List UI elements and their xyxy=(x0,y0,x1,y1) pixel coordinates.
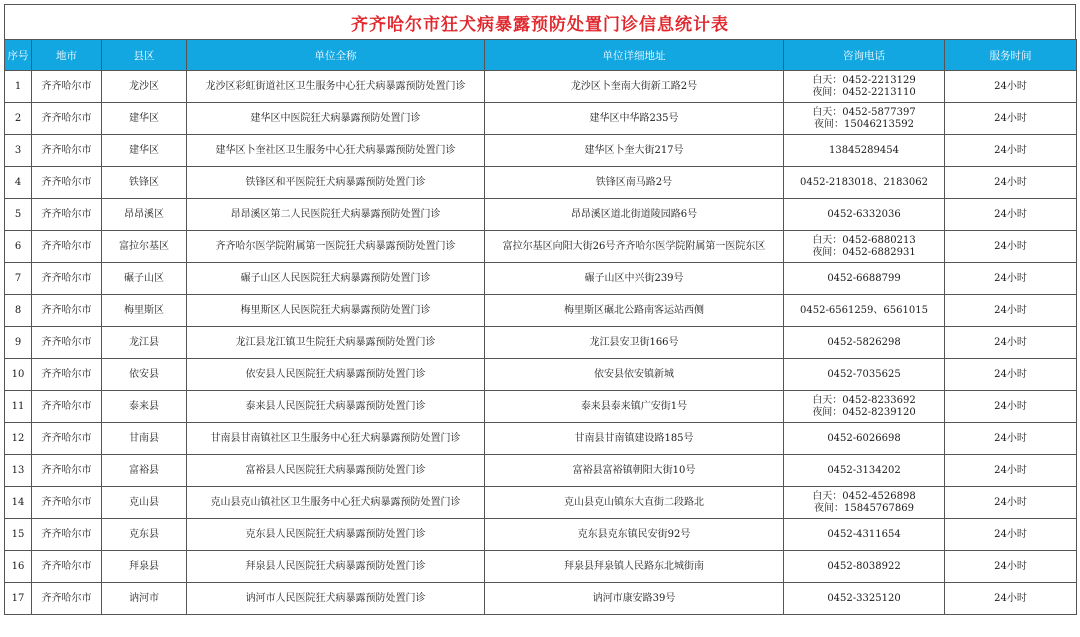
cell-phone xyxy=(784,231,945,263)
cell-service-hours: 24小时 xyxy=(945,167,1077,199)
cell-address: 拜泉县拜泉镇人民路东北城街南 xyxy=(485,551,784,583)
cell-unit-name: 建华区中医院狂犬病暴露预防处置门诊 xyxy=(187,103,485,135)
cell-index: 16 xyxy=(5,551,32,583)
cell-city: 齐齐哈尔市 xyxy=(32,135,102,167)
cell-district: 梅里斯区 xyxy=(102,295,187,327)
phone-line: 0452-3134202 xyxy=(827,464,901,476)
cell-unit-name: 克东县人民医院狂犬病暴露预防处置门诊 xyxy=(187,519,485,551)
header-row xyxy=(5,40,1077,71)
cell-city: 齐齐哈尔市 xyxy=(32,455,102,487)
cell-unit-name: 富裕县人民医院狂犬病暴露预防处置门诊 xyxy=(187,455,485,487)
cell-phone xyxy=(784,295,945,327)
cell-city: 齐齐哈尔市 xyxy=(32,199,102,231)
cell-index: 11 xyxy=(5,391,32,423)
cell-index: 6 xyxy=(5,231,32,263)
cell-phone xyxy=(784,359,945,391)
phone-line: 白天：0452-2213129 xyxy=(812,74,916,86)
phone-line: 白天：0452-5877397 xyxy=(812,106,916,118)
cell-service-hours: 24小时 xyxy=(945,551,1077,583)
phone-line: 0452-4311654 xyxy=(827,528,901,540)
cell-district: 甘南县 xyxy=(102,423,187,455)
cell-address: 依安县依安镇新城 xyxy=(485,359,784,391)
cell-index: 3 xyxy=(5,135,32,167)
cell-city: 齐齐哈尔市 xyxy=(32,71,102,103)
cell-city: 齐齐哈尔市 xyxy=(32,103,102,135)
cell-index: 13 xyxy=(5,455,32,487)
cell-unit-name: 梅里斯区人民医院狂犬病暴露预防处置门诊 xyxy=(187,295,485,327)
cell-district: 铁锋区 xyxy=(102,167,187,199)
cell-service-hours: 24小时 xyxy=(945,519,1077,551)
cell-service-hours: 24小时 xyxy=(945,583,1077,615)
table-row xyxy=(5,391,1077,423)
cell-index: 15 xyxy=(5,519,32,551)
cell-service-hours: 24小时 xyxy=(945,487,1077,519)
phone-line: 白天：0452-6880213 xyxy=(812,234,916,246)
cell-city: 齐齐哈尔市 xyxy=(32,295,102,327)
cell-service-hours: 24小时 xyxy=(945,391,1077,423)
cell-city: 齐齐哈尔市 xyxy=(32,551,102,583)
cell-city: 齐齐哈尔市 xyxy=(32,423,102,455)
cell-unit-name: 泰来县人民医院狂犬病暴露预防处置门诊 xyxy=(187,391,485,423)
cell-service-hours: 24小时 xyxy=(945,359,1077,391)
phone-line: 白天：0452-8233692 xyxy=(812,394,916,406)
table-row xyxy=(5,359,1077,391)
cell-unit-name: 铁锋区和平医院狂犬病暴露预防处置门诊 xyxy=(187,167,485,199)
cell-address: 讷河市康安路39号 xyxy=(485,583,784,615)
header-city: 地市 xyxy=(32,40,102,71)
phone-line: 0452-8038922 xyxy=(827,560,901,572)
cell-district: 龙江县 xyxy=(102,327,187,359)
cell-phone xyxy=(784,455,945,487)
cell-city: 齐齐哈尔市 xyxy=(32,487,102,519)
cell-phone xyxy=(784,519,945,551)
cell-phone xyxy=(784,391,945,423)
cell-address: 克山县克山镇东大直街二段路北 xyxy=(485,487,784,519)
cell-phone xyxy=(784,263,945,295)
phone-line: 白天：0452-4526898 xyxy=(812,490,916,502)
cell-address: 克东县克东镇民安街92号 xyxy=(485,519,784,551)
cell-unit-name: 依安县人民医院狂犬病暴露预防处置门诊 xyxy=(187,359,485,391)
header-index: 序号 xyxy=(5,40,32,71)
phone-line: 夜间：0452-8239120 xyxy=(812,406,916,418)
cell-service-hours: 24小时 xyxy=(945,455,1077,487)
cell-service-hours: 24小时 xyxy=(945,295,1077,327)
cell-district: 富拉尔基区 xyxy=(102,231,187,263)
header-unit-name: 单位全称 xyxy=(187,40,485,71)
cell-city: 齐齐哈尔市 xyxy=(32,391,102,423)
cell-unit-name: 建华区卜奎社区卫生服务中心狂犬病暴露预防处置门诊 xyxy=(187,135,485,167)
cell-index: 9 xyxy=(5,327,32,359)
cell-service-hours: 24小时 xyxy=(945,327,1077,359)
cell-address: 碾子山区中兴街239号 xyxy=(485,263,784,295)
cell-phone xyxy=(784,167,945,199)
cell-address: 泰来县泰来镇广安街1号 xyxy=(485,391,784,423)
table-row xyxy=(5,103,1077,135)
cell-district: 克山县 xyxy=(102,487,187,519)
cell-index: 14 xyxy=(5,487,32,519)
phone-line: 夜间：15845767869 xyxy=(814,502,914,514)
cell-service-hours: 24小时 xyxy=(945,423,1077,455)
table-row xyxy=(5,71,1077,103)
cell-address: 富拉尔基区向阳大街26号齐齐哈尔医学院附属第一医院东区 xyxy=(485,231,784,263)
phone-line: 0452-7035625 xyxy=(827,368,901,380)
cell-unit-name: 碾子山区人民医院狂犬病暴露预防处置门诊 xyxy=(187,263,485,295)
phone-line: 夜间：0452-2213110 xyxy=(812,86,916,98)
clinic-table xyxy=(4,39,1077,615)
table-body xyxy=(5,71,1077,615)
cell-index: 4 xyxy=(5,167,32,199)
cell-index: 7 xyxy=(5,263,32,295)
cell-city: 齐齐哈尔市 xyxy=(32,583,102,615)
table-title: 齐齐哈尔市狂犬病暴露预防处置门诊信息统计表 xyxy=(4,4,1076,39)
cell-phone xyxy=(784,327,945,359)
table-row xyxy=(5,135,1077,167)
cell-phone xyxy=(784,423,945,455)
cell-unit-name: 龙江县龙江镇卫生院狂犬病暴露预防处置门诊 xyxy=(187,327,485,359)
phone-line: 0452-3325120 xyxy=(827,592,901,604)
table-row xyxy=(5,327,1077,359)
cell-phone xyxy=(784,551,945,583)
cell-district: 建华区 xyxy=(102,135,187,167)
cell-service-hours: 24小时 xyxy=(945,231,1077,263)
table-row xyxy=(5,551,1077,583)
cell-service-hours: 24小时 xyxy=(945,103,1077,135)
cell-service-hours: 24小时 xyxy=(945,135,1077,167)
cell-district: 昂昂溪区 xyxy=(102,199,187,231)
cell-index: 10 xyxy=(5,359,32,391)
cell-city: 齐齐哈尔市 xyxy=(32,263,102,295)
cell-index: 12 xyxy=(5,423,32,455)
cell-district: 依安县 xyxy=(102,359,187,391)
cell-district: 建华区 xyxy=(102,103,187,135)
phone-line: 0452-5826298 xyxy=(827,336,901,348)
table-row xyxy=(5,455,1077,487)
cell-index: 8 xyxy=(5,295,32,327)
cell-index: 2 xyxy=(5,103,32,135)
cell-city: 齐齐哈尔市 xyxy=(32,167,102,199)
phone-line: 0452-2183018、2183062 xyxy=(800,176,928,188)
cell-index: 17 xyxy=(5,583,32,615)
cell-unit-name: 昂昂溪区第二人民医院狂犬病暴露预防处置门诊 xyxy=(187,199,485,231)
phone-line: 0452-6332036 xyxy=(827,208,901,220)
cell-address: 龙江县安卫街166号 xyxy=(485,327,784,359)
statistics-sheet xyxy=(4,4,1076,615)
cell-address: 建华区中华路235号 xyxy=(485,103,784,135)
table-row xyxy=(5,583,1077,615)
table-row xyxy=(5,263,1077,295)
cell-phone xyxy=(784,71,945,103)
cell-phone xyxy=(784,583,945,615)
cell-unit-name: 齐齐哈尔医学院附属第一医院狂犬病暴露预防处置门诊 xyxy=(187,231,485,263)
cell-address: 建华区卜奎大街217号 xyxy=(485,135,784,167)
cell-index: 1 xyxy=(5,71,32,103)
phone-line: 0452-6688799 xyxy=(827,272,901,284)
cell-address: 昂昂溪区道北街道陵园路6号 xyxy=(485,199,784,231)
cell-address: 甘南县甘南镇建设路185号 xyxy=(485,423,784,455)
cell-address: 铁锋区南马路2号 xyxy=(485,167,784,199)
cell-unit-name: 拜泉县人民医院狂犬病暴露预防处置门诊 xyxy=(187,551,485,583)
cell-district: 碾子山区 xyxy=(102,263,187,295)
table-row xyxy=(5,423,1077,455)
cell-phone xyxy=(784,199,945,231)
phone-line: 0452-6561259、6561015 xyxy=(800,304,928,316)
phone-line: 0452-6026698 xyxy=(827,432,901,444)
header-service-hours: 服务时间 xyxy=(945,40,1077,71)
phone-line: 夜间：15046213592 xyxy=(814,118,914,130)
cell-index: 5 xyxy=(5,199,32,231)
cell-district: 讷河市 xyxy=(102,583,187,615)
table-row xyxy=(5,199,1077,231)
table-row xyxy=(5,487,1077,519)
cell-city: 齐齐哈尔市 xyxy=(32,231,102,263)
cell-district: 富裕县 xyxy=(102,455,187,487)
header-phone: 咨询电话 xyxy=(784,40,945,71)
cell-unit-name: 讷河市人民医院狂犬病暴露预防处置门诊 xyxy=(187,583,485,615)
cell-city: 齐齐哈尔市 xyxy=(32,519,102,551)
cell-unit-name: 克山县克山镇社区卫生服务中心狂犬病暴露预防处置门诊 xyxy=(187,487,485,519)
table-row xyxy=(5,167,1077,199)
cell-district: 拜泉县 xyxy=(102,551,187,583)
cell-unit-name: 甘南县甘南镇社区卫生服务中心狂犬病暴露预防处置门诊 xyxy=(187,423,485,455)
cell-service-hours: 24小时 xyxy=(945,199,1077,231)
cell-district: 龙沙区 xyxy=(102,71,187,103)
phone-line: 13845289454 xyxy=(829,144,899,156)
cell-phone xyxy=(784,487,945,519)
cell-phone xyxy=(784,103,945,135)
phone-line: 夜间：0452-6882931 xyxy=(812,246,916,258)
cell-district: 泰来县 xyxy=(102,391,187,423)
cell-address: 富裕县富裕镇朝阳大街10号 xyxy=(485,455,784,487)
table-row xyxy=(5,231,1077,263)
cell-unit-name: 龙沙区彩虹街道社区卫生服务中心狂犬病暴露预防处置门诊 xyxy=(187,71,485,103)
cell-address: 龙沙区卜奎南大街新工路2号 xyxy=(485,71,784,103)
header-address: 单位详细地址 xyxy=(485,40,784,71)
cell-city: 齐齐哈尔市 xyxy=(32,359,102,391)
cell-service-hours: 24小时 xyxy=(945,263,1077,295)
cell-address: 梅里斯区碾北公路南客运站西侧 xyxy=(485,295,784,327)
table-row xyxy=(5,295,1077,327)
header-district: 县区 xyxy=(102,40,187,71)
cell-service-hours: 24小时 xyxy=(945,71,1077,103)
cell-district: 克东县 xyxy=(102,519,187,551)
table-row xyxy=(5,519,1077,551)
cell-city: 齐齐哈尔市 xyxy=(32,327,102,359)
cell-phone xyxy=(784,135,945,167)
